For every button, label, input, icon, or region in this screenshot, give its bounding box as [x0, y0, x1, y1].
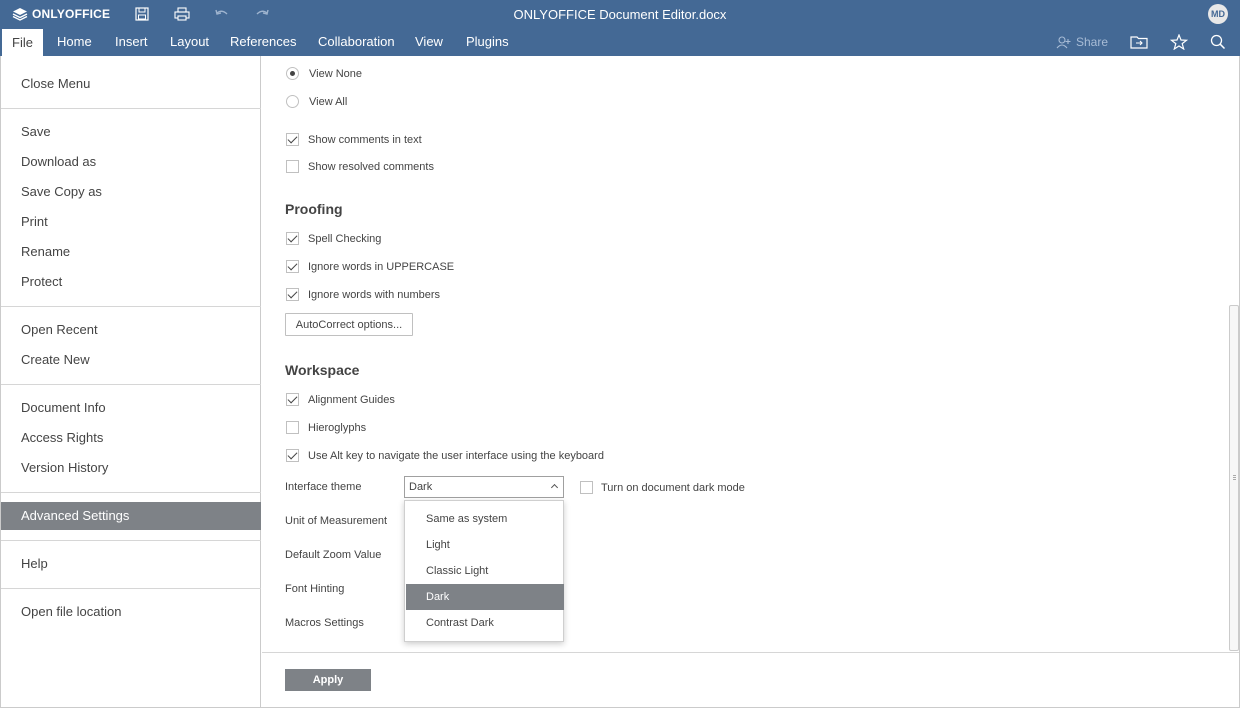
- checkbox-checked-icon: [286, 288, 299, 301]
- theme-option-contrast-dark[interactable]: Contrast Dark: [426, 617, 494, 629]
- scrollbar-thumb[interactable]: [1229, 305, 1239, 651]
- proofing-heading: Proofing: [285, 201, 343, 217]
- user-avatar[interactable]: MD: [1208, 4, 1228, 24]
- share-button[interactable]: [1056, 35, 1108, 49]
- font-hinting-label: Font Hinting: [285, 583, 345, 595]
- spell-checking-checkbox[interactable]: [286, 232, 381, 245]
- app-logo: [12, 6, 110, 22]
- document-dark-mode-label: Turn on document dark mode: [601, 481, 745, 494]
- tab-layout[interactable]: Layout: [170, 34, 210, 49]
- menu-divider: [1, 384, 261, 385]
- checkbox-checked-icon: [286, 133, 299, 146]
- checkbox-checked-icon: [286, 393, 299, 406]
- checkbox-checked-icon: [286, 232, 299, 245]
- help-item[interactable]: Help: [21, 556, 48, 571]
- menu-divider: [1, 108, 261, 109]
- theme-option-same-as-system[interactable]: Same as system: [426, 513, 508, 525]
- settings-footer: [262, 652, 1240, 708]
- document-title: ONLYOFFICE Document Editor.docx: [513, 7, 727, 22]
- menu-divider: [1, 492, 261, 493]
- layers-logo-icon: [12, 7, 28, 21]
- save-item[interactable]: Save: [21, 124, 51, 139]
- show-comments-label: Show comments in text: [308, 133, 422, 146]
- tab-home[interactable]: Home: [57, 34, 92, 49]
- menu-divider: [1, 588, 261, 589]
- alt-key-checkbox[interactable]: [286, 449, 604, 462]
- protect-item[interactable]: Protect: [21, 274, 63, 289]
- star-icon[interactable]: [1170, 34, 1188, 50]
- checkbox-icon: [286, 421, 299, 434]
- document-info-item[interactable]: Document Info: [21, 400, 106, 415]
- hieroglyphs-checkbox[interactable]: [286, 421, 366, 434]
- interface-theme-dropdown: [404, 500, 564, 642]
- workspace-heading: Workspace: [285, 362, 360, 378]
- view-all-radio[interactable]: [286, 95, 347, 108]
- open-location-icon[interactable]: [1130, 34, 1148, 50]
- checkbox-checked-icon: [286, 260, 299, 273]
- menu-divider: [1, 306, 261, 307]
- show-comments-checkbox[interactable]: [286, 133, 422, 146]
- interface-theme-label: Interface theme: [285, 481, 362, 493]
- view-all-label: View All: [309, 95, 348, 108]
- radio-selected-icon: [286, 67, 299, 80]
- close-menu-item[interactable]: Close Menu: [21, 76, 91, 91]
- redo-icon[interactable]: [252, 5, 272, 23]
- alignment-guides-checkbox[interactable]: [286, 393, 395, 406]
- open-file-location-item[interactable]: Open file location: [21, 604, 122, 619]
- download-as-item[interactable]: Download as: [21, 154, 97, 169]
- user-add-icon: [1056, 36, 1072, 49]
- ignore-uppercase-label: Ignore words in UPPERCASE: [308, 260, 455, 273]
- tab-insert[interactable]: Insert: [115, 34, 148, 49]
- tab-view[interactable]: View: [415, 34, 443, 49]
- show-resolved-label: Show resolved comments: [308, 160, 434, 173]
- alt-key-label: Use Alt key to navigate the user interface using the keyboard: [308, 449, 604, 462]
- file-menu-panel: [0, 56, 261, 708]
- hieroglyphs-label: Hieroglyphs: [308, 421, 367, 434]
- search-icon[interactable]: [1210, 34, 1228, 50]
- version-history-item[interactable]: Version History: [21, 460, 109, 475]
- tab-file[interactable]: File: [2, 29, 43, 56]
- advanced-settings-item[interactable]: Advanced Settings: [1, 502, 261, 530]
- radio-icon: [286, 95, 299, 108]
- create-new-item[interactable]: Create New: [21, 352, 90, 367]
- view-none-radio[interactable]: [286, 67, 362, 80]
- autocorrect-options-button[interactable]: AutoCorrect options...: [285, 313, 413, 336]
- ignore-numbers-label: Ignore words with numbers: [308, 288, 441, 301]
- tab-references[interactable]: References: [230, 34, 297, 49]
- show-resolved-checkbox[interactable]: [286, 160, 434, 173]
- theme-option-dark[interactable]: Dark: [406, 584, 564, 610]
- undo-icon[interactable]: [212, 5, 232, 23]
- brand-name: ONLYOFFICE: [32, 7, 111, 21]
- save-icon[interactable]: [132, 5, 152, 23]
- interface-theme-value: Dark: [409, 481, 433, 493]
- checkbox-checked-icon: [286, 449, 299, 462]
- ignore-uppercase-checkbox[interactable]: [286, 260, 454, 273]
- unit-of-measurement-label: Unit of Measurement: [285, 515, 388, 527]
- apply-button[interactable]: Apply: [285, 669, 371, 691]
- chevron-up-icon: [551, 484, 558, 491]
- document-dark-mode-checkbox[interactable]: [580, 481, 745, 494]
- access-rights-item[interactable]: Access Rights: [21, 430, 104, 445]
- theme-option-light[interactable]: Light: [426, 539, 450, 551]
- checkbox-icon: [286, 160, 299, 173]
- checkbox-icon: [580, 481, 593, 494]
- menu-divider: [1, 540, 261, 541]
- print-item[interactable]: Print: [21, 214, 48, 229]
- theme-option-classic-light[interactable]: Classic Light: [426, 565, 489, 577]
- spell-checking-label: Spell Checking: [308, 232, 382, 245]
- view-none-label: View None: [309, 67, 362, 80]
- tab-plugins[interactable]: Plugins: [466, 34, 509, 49]
- rename-item[interactable]: Rename: [21, 244, 71, 259]
- save-copy-as-item[interactable]: Save Copy as: [21, 184, 102, 199]
- tab-collaboration[interactable]: Collaboration: [318, 34, 395, 49]
- macros-settings-label: Macros Settings: [285, 617, 364, 629]
- interface-theme-select[interactable]: [404, 476, 564, 498]
- default-zoom-label: Default Zoom Value: [285, 549, 382, 561]
- title-bar: [0, 0, 1240, 28]
- menu-tabs-bar: [0, 28, 1240, 56]
- open-recent-item[interactable]: Open Recent: [21, 322, 98, 337]
- ignore-numbers-checkbox[interactable]: [286, 288, 440, 301]
- alignment-guides-label: Alignment Guides: [308, 393, 395, 406]
- share-label: Share: [1076, 35, 1109, 49]
- print-icon[interactable]: [172, 5, 192, 23]
